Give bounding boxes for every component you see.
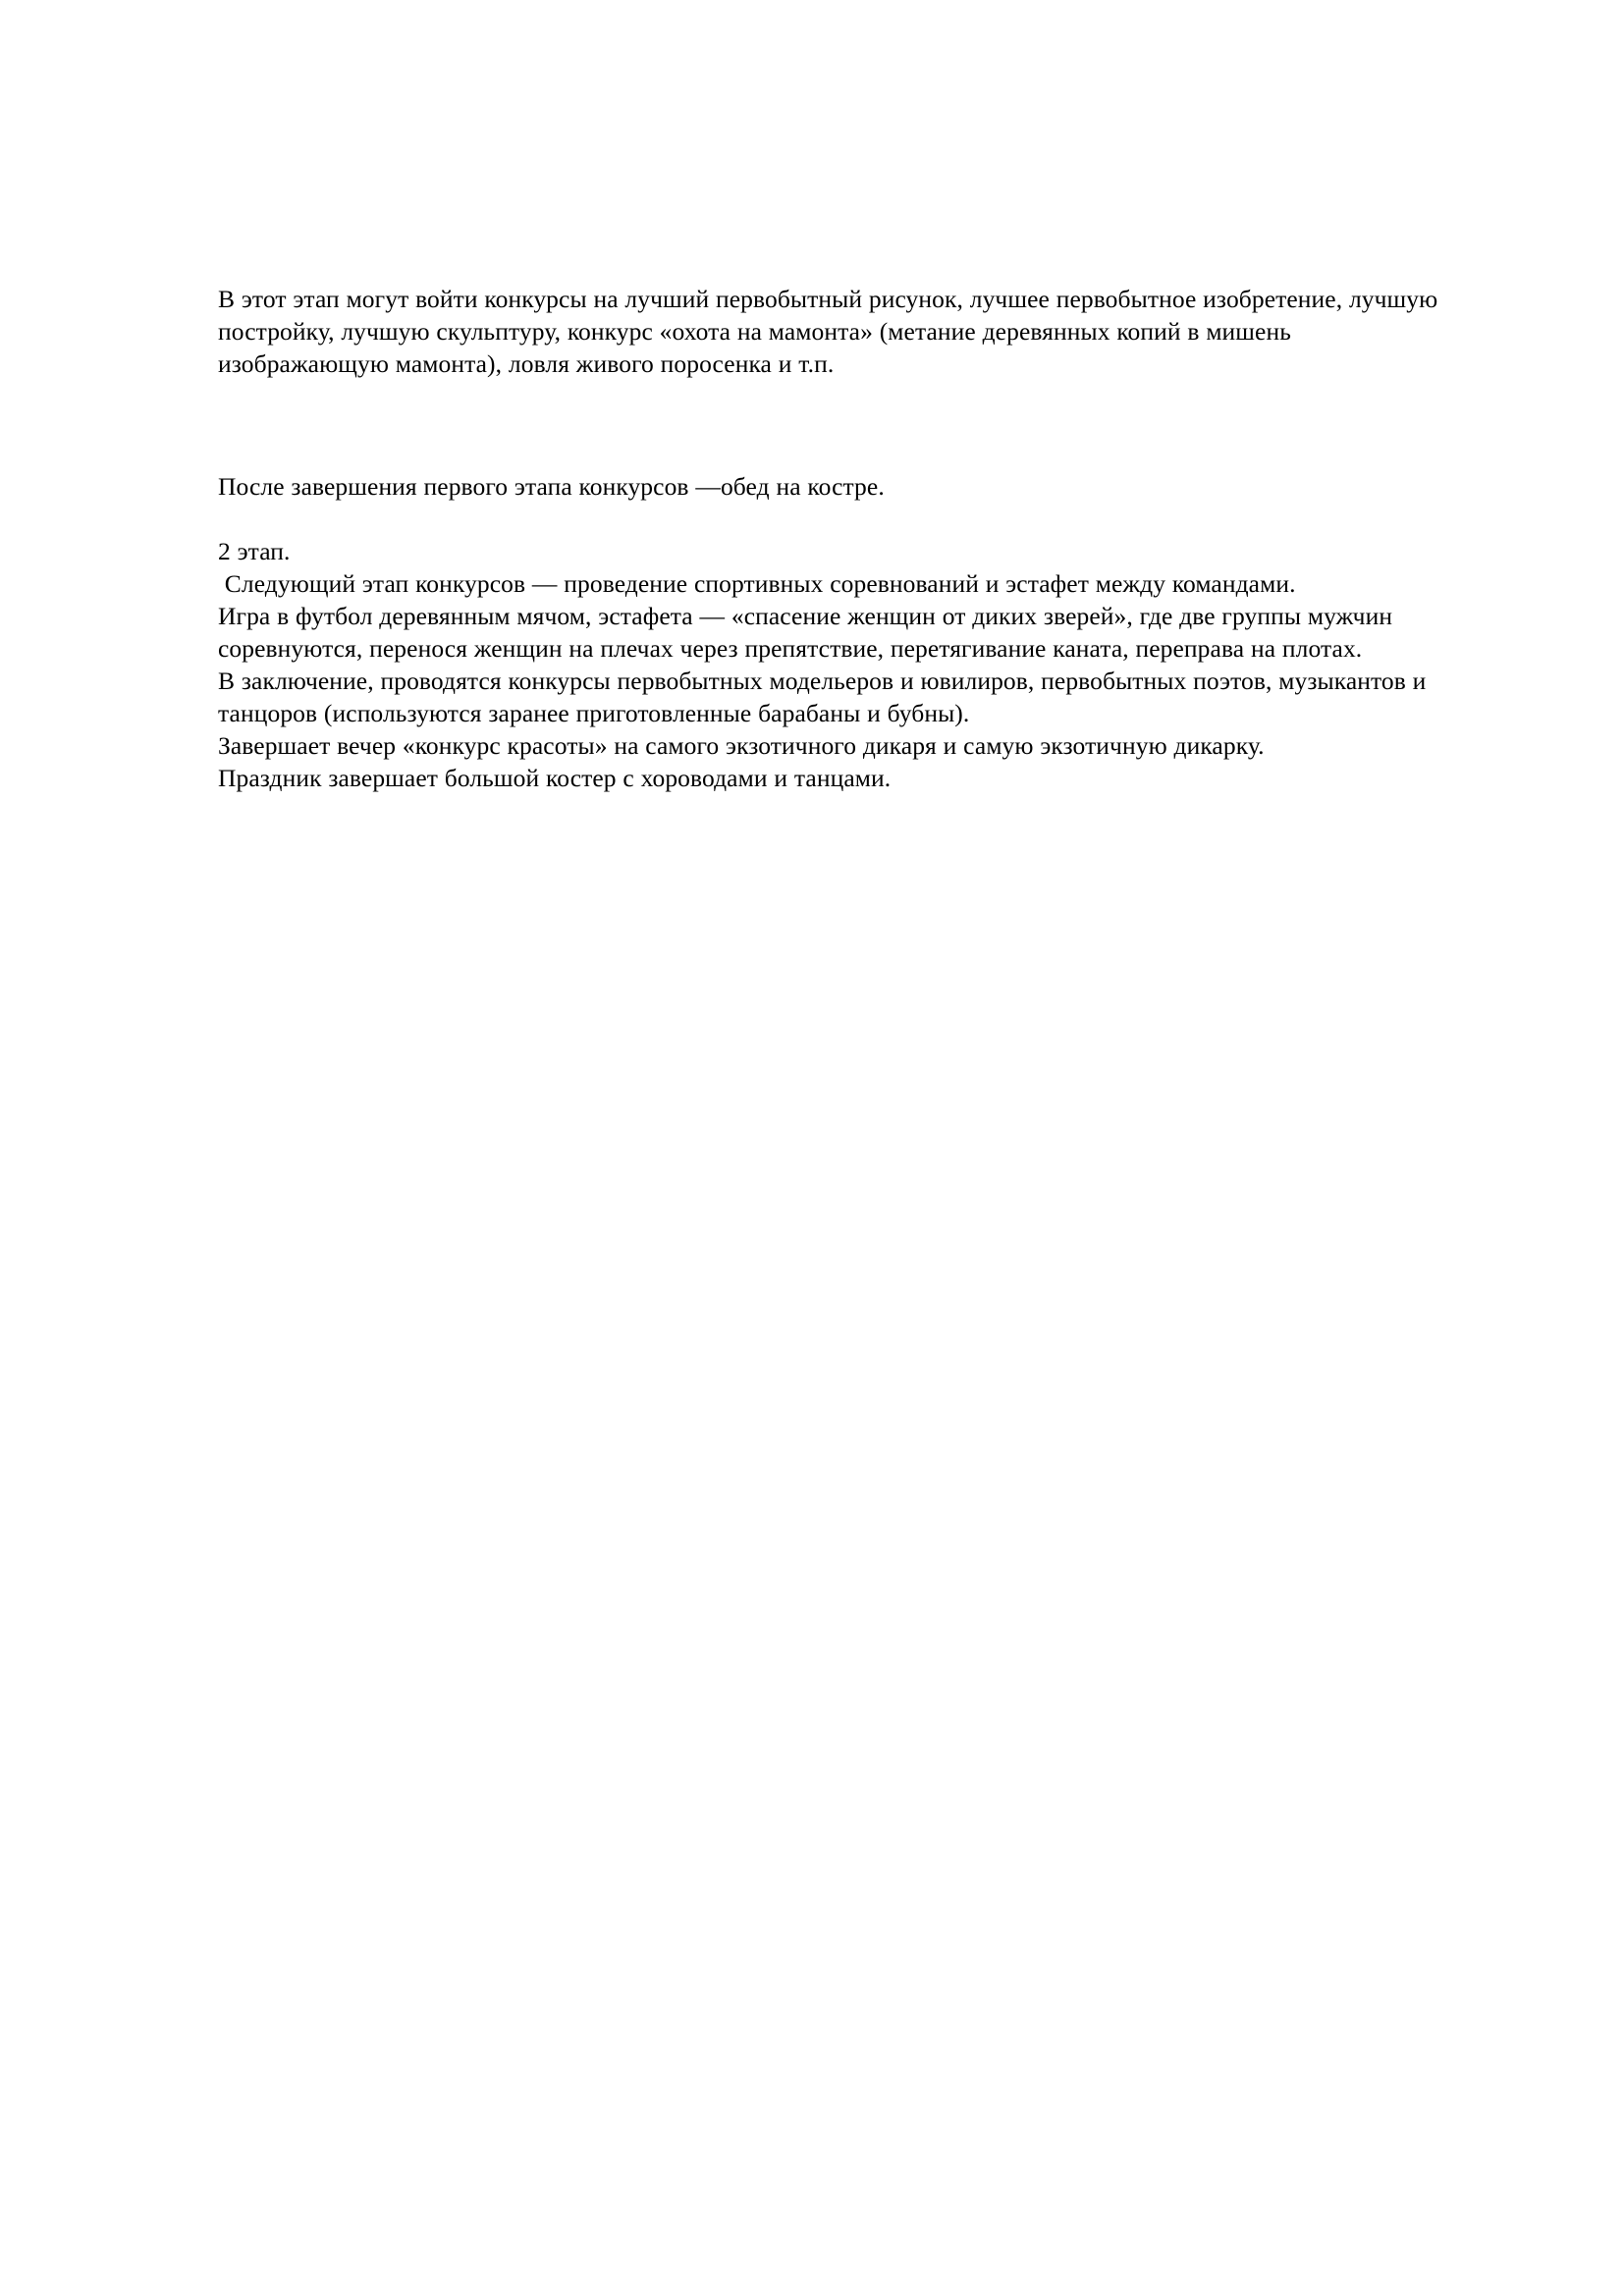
paragraph-intro-stage1-contests: В этот этап могут войти конкурсы на лучший первобытный рисунок, лучшее первобытное изобретение, лучшую постройку, лучшую скульптуру, конкурс «охота на мамонта» (метание деревянных копий в мишень изображающую мамонта), ловля живого поросенка и т.п. [218, 285, 1445, 378]
paragraph-stage2-beauty-contest: Завершает вечер «конкурс красоты» на самого экзотичного дикаря и самую экзотичную дикарку. [218, 731, 1265, 760]
paragraph-stage2-designers-poets: В заключение, проводятся конкурсы первобытных модельеров и ювилиров, первобытных поэтов, музыкантов и танцоров (используются заранее приготовленные барабаны и бубны). [218, 667, 1434, 727]
heading-stage-2: 2 этап. [218, 537, 291, 565]
paragraph-stage2-closing-bonfire: Праздник завершает большой костер с хороводами и танцами. [218, 764, 892, 792]
document-text-body [218, 283, 1457, 794]
paragraph-stage2-football-rescue: Игра в футбол деревянным мячом, эстафета — «спасение женщин от диких зверей», где две группы мужчин соревнуются, перенося женщин на плечах через препятствие, перетягивание каната, переправа на плотах. [218, 602, 1399, 663]
paragraph-lunch-after-stage1: После завершения первого этапа конкурсов —обед на костре. [218, 472, 885, 501]
paragraph-stage2-sports-relays: Следующий этап конкурсов — проведение спортивных соревнований и эстафет между командами. [218, 569, 1296, 598]
